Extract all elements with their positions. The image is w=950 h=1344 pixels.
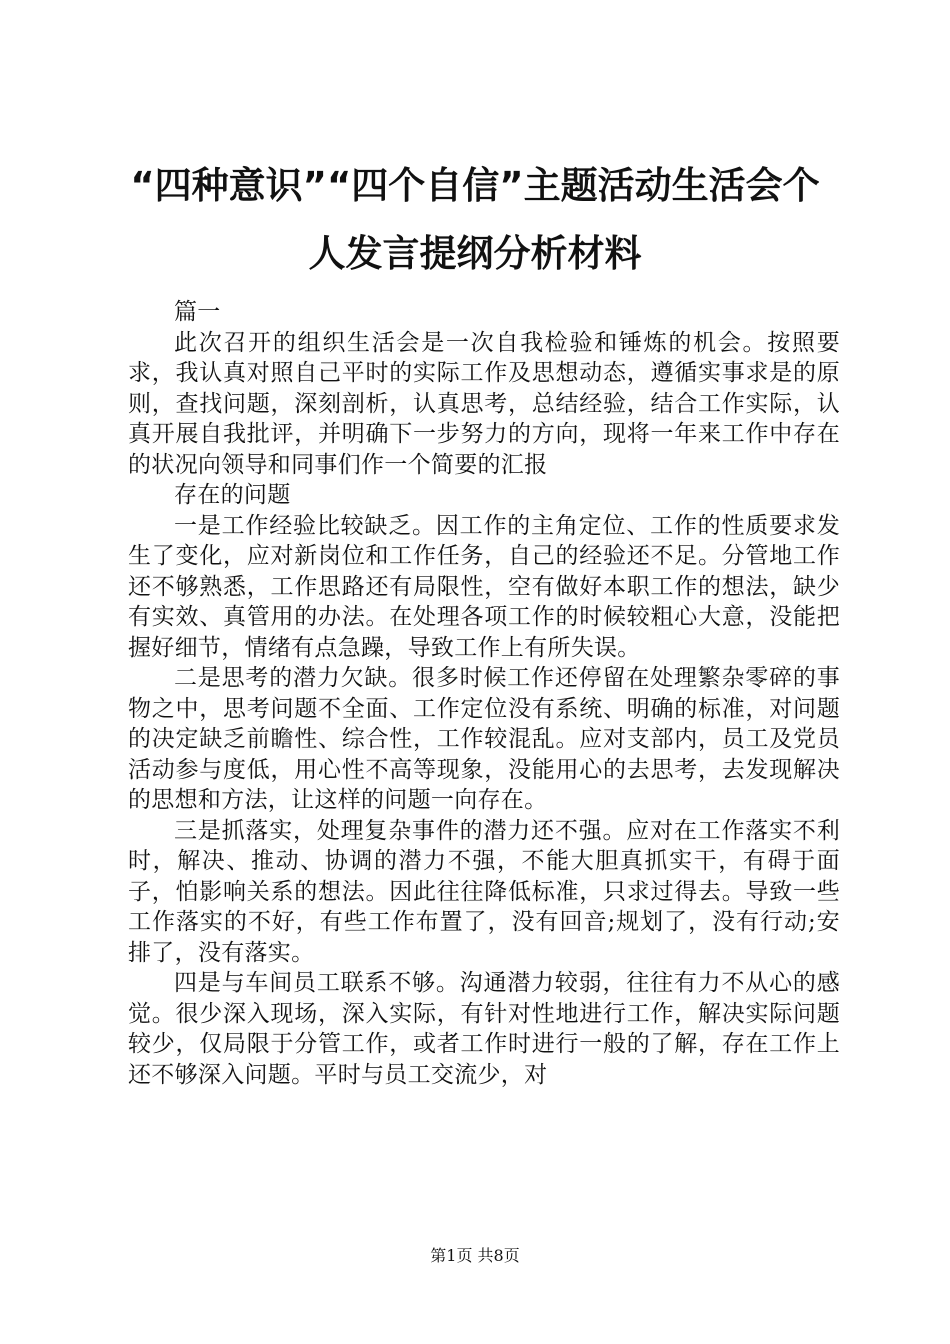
document-title-line-2: 人发言提纲分析材料	[308, 232, 642, 275]
page-indicator: 第1页 共8页	[430, 1246, 520, 1265]
problem-paragraph-2: 二是思考的潜力欠缺。很多时候工作还停留在处理繁杂零碎的事物之中，思考问题不全面、工作定位没有系统、明确的标准，对问题的决定缺乏前瞻性、综合性，工作较混乱。应对支部内，员工及党员活动参与度低，用心性不高等现象，没能用心的去思考，去发现解决的思想和方法，让这样的问题一向存在。	[128, 665, 840, 813]
section-label: 篇一	[174, 299, 221, 325]
problem-paragraph-3: 三是抓落实，处理复杂事件的潜力还不强。应对在工作落实不利时，解决、推动、协调的潜力不强，不能大胆真抓实干，有碍于面子，怕影响关系的想法。因此往往降低标准，只求过得去。导致一些工作落实的不好，有些工作布置了，没有回音;规划了，没有行动;安排了，没有落实。	[128, 817, 840, 966]
problems-heading: 存在的问题	[174, 482, 291, 508]
problem-paragraph-1: 一是工作经验比较缺乏。因工作的主角定位、工作的性质要求发生了变化，应对新岗位和工作任务，自己的经验还不足。分管地工作还不够熟悉，工作思路还有局限性，空有做好本职工作的想法，缺少有实效、真管用的办法。在处理各项工作的时候较粗心大意，没能把握好细节，情绪有点急躁，导致工作上有所失误。	[128, 512, 840, 661]
document-body	[128, 297, 840, 1090]
intro-paragraph: 此次召开的组织生活会是一次自我检验和锤炼的机会。按照要求，我认真对照自己平时的实际工作及思想动态，遵循实事求是的原则，查找问题，深刻剖析，认真思考，总结经验，结合工作实际，认真开展自我批评，并明确下一步努力的方向，现将一年来工作中存在的状况向领导和同事们作一个简要的汇报	[128, 329, 840, 478]
document-title-line-1: “四种意识”“四个自信”主题活动生活会个	[130, 164, 820, 207]
problem-paragraph-4: 四是与车间员工联系不够。沟通潜力较弱，往往有力不从心的感觉。很少深入现场，深入实际，有针对性地进行工作，解决实际问题较少，仅局限于分管工作，或者工作时进行一般的了解，存在工作上还不够深入问题。平时与员工交流少，对	[128, 970, 840, 1088]
